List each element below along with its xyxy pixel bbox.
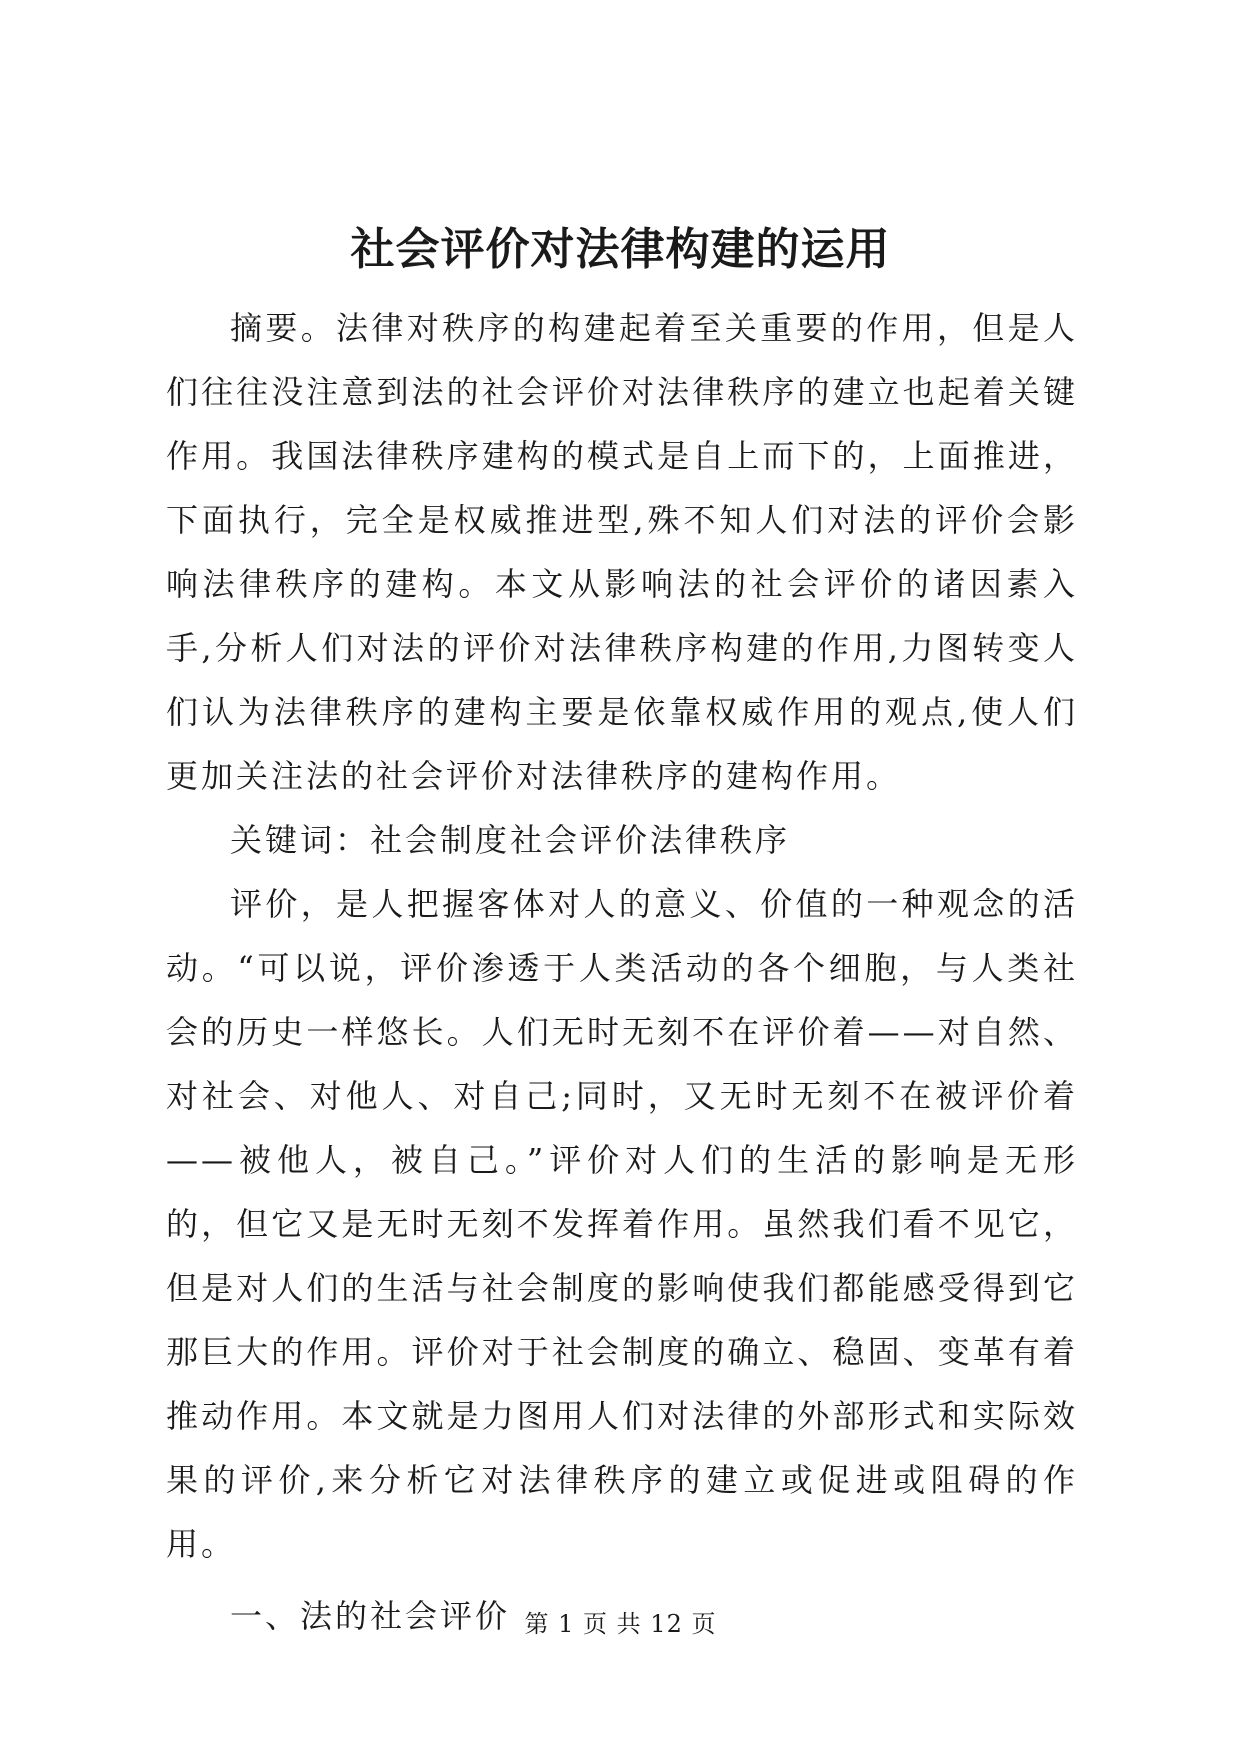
document-body bbox=[166, 296, 1078, 1648]
document-title: 社会评价对法律构建的运用 bbox=[350, 224, 891, 275]
page-footer: 第 1 页 共 12 页 bbox=[524, 1610, 717, 1638]
keywords-paragraph: 关键词：社会制度社会评价法律秩序 bbox=[230, 821, 791, 859]
abstract-paragraph: 摘要。法律对秩序的构建起着至关重要的作用，但是人们往往没注意到法的社会评价对法律秩序的建立也起着关键作用。我国法律秩序建构的模式是自上而下的，上面推进，下面执行，完全是权威推进型,殊不知人们对法的评价会影响法律秩序的建构。本文从影响法的社会评价的诸因素入手,分析人们对法的评价对法律秩序构建的作用,力图转变人们认为法律秩序的建构主要是依靠权威作用的观点,使人们更加关注法的社会评价对法律秩序的建构作用。 bbox=[166, 309, 1078, 795]
intro-paragraph: 评价，是人把握客体对人的意义、价值的一种观念的活动。“可以说，评价渗透于人类活动的各个细胞，与人类社会的历史一样悠长。人们无时无刻不在评价着——对自然、对社会、对他人、对自己;同时，又无时无刻不在被评价着——被他人，被自己。”评价对人们的生活的影响是无形的，但它又是无时无刻不发挥着作用。虽然我们看不见它，但是对人们的生活与社会制度的影响使我们都能感受得到它那巨大的作用。评价对于社会制度的确立、稳固、变革有着推动作用。本文就是力图用人们对法律的外部形式和实际效果的评价,来分析它对法律秩序的建立或促进或阻碍的作用。 bbox=[166, 885, 1078, 1563]
section-heading: 一、法的社会评价 bbox=[230, 1597, 511, 1635]
